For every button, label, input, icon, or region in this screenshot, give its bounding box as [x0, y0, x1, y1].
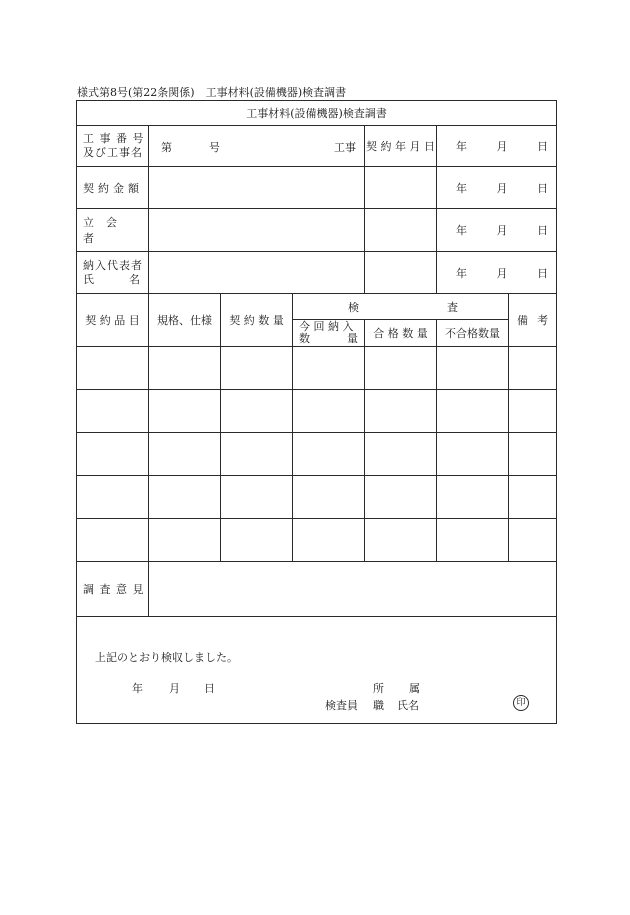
sign-day: 日	[204, 682, 215, 695]
acceptance-statement: 上記のとおり検収しました。	[95, 651, 238, 664]
remarks-header: 備 考	[509, 294, 557, 347]
this-delivery-qty-header: 今 回 納 入 数 量	[293, 320, 365, 347]
pass-qty-cell[interactable]	[365, 433, 437, 476]
item-cell[interactable]	[77, 519, 149, 562]
contract-amount-date[interactable]: 年 月 日	[437, 167, 557, 209]
table-row	[77, 519, 557, 562]
construction-number-field[interactable]	[149, 126, 365, 167]
delivery-rep-extra[interactable]	[365, 252, 437, 294]
opinion-field[interactable]	[149, 562, 557, 617]
pass-qty-cell[interactable]	[365, 390, 437, 433]
fail-qty-cell[interactable]	[437, 347, 509, 390]
pass-qty-cell[interactable]	[365, 476, 437, 519]
position-label: 職	[373, 699, 384, 712]
fail-qty-cell[interactable]	[437, 390, 509, 433]
item-cell[interactable]	[77, 347, 149, 390]
delivery-qty-cell[interactable]	[293, 433, 365, 476]
table-row	[77, 390, 557, 433]
affiliation-b: 属	[409, 682, 420, 695]
witness-label: 立会者	[77, 209, 149, 252]
contract-qty-cell[interactable]	[221, 519, 293, 562]
contract-qty-cell[interactable]	[221, 476, 293, 519]
koji-text: 工事	[334, 141, 356, 154]
go-text: 号	[209, 141, 220, 154]
spec-header: 規格、仕様	[149, 294, 221, 347]
dai-text: 第	[161, 141, 172, 154]
pass-qty-header: 合 格 数 量	[365, 320, 437, 347]
contract-date-label: 契 約 年 月 日	[365, 126, 437, 167]
contract-item-header: 契 約 品 目	[77, 294, 149, 347]
contract-date-field[interactable]: 年 月 日	[437, 126, 557, 167]
remarks-cell[interactable]	[509, 476, 557, 519]
delivery-rep-field[interactable]	[149, 252, 365, 294]
signature-area: 上記のとおり検収しました。 年 月 日 所 属 検査員 職 氏名 印	[77, 617, 557, 724]
delivery-qty-cell[interactable]	[293, 519, 365, 562]
pass-qty-cell[interactable]	[365, 519, 437, 562]
sign-month: 月	[169, 682, 180, 695]
form-caption: 様式第8号(第22条関係) 工事材料(設備機器)検査調書	[77, 86, 347, 99]
delivery-rep-label: 納入代表者 氏 名	[77, 252, 149, 294]
spec-cell[interactable]	[149, 519, 221, 562]
spec-cell[interactable]	[149, 347, 221, 390]
form-title: 工事材料(設備機器)検査調書	[77, 101, 557, 126]
spec-cell[interactable]	[149, 390, 221, 433]
contract-amount-label: 契約金額	[77, 167, 149, 209]
delivery-rep-date[interactable]: 年 月 日	[437, 252, 557, 294]
delivery-qty-cell[interactable]	[293, 476, 365, 519]
contract-qty-header: 契 約 数 量	[221, 294, 293, 347]
affiliation-a: 所	[373, 682, 384, 695]
contract-qty-cell[interactable]	[221, 390, 293, 433]
table-row	[77, 347, 557, 390]
contract-amount-extra[interactable]	[365, 167, 437, 209]
item-cell[interactable]	[77, 433, 149, 476]
inspection-header: 検 査	[293, 294, 509, 320]
remarks-cell[interactable]	[509, 433, 557, 476]
item-cell[interactable]	[77, 476, 149, 519]
table-row	[77, 433, 557, 476]
table-row	[77, 476, 557, 519]
witness-date[interactable]: 年 月 日	[437, 209, 557, 252]
remarks-cell[interactable]	[509, 519, 557, 562]
spec-cell[interactable]	[149, 433, 221, 476]
sign-year: 年	[132, 682, 143, 695]
delivery-qty-cell[interactable]	[293, 390, 365, 433]
delivery-qty-cell[interactable]	[293, 347, 365, 390]
contract-qty-cell[interactable]	[221, 347, 293, 390]
remarks-cell[interactable]	[509, 347, 557, 390]
contract-amount-field[interactable]	[149, 167, 365, 209]
inspector-label: 検査員	[325, 699, 358, 712]
opinion-label: 調 査 意 見	[77, 562, 149, 617]
inspection-form	[76, 100, 557, 724]
fail-qty-cell[interactable]	[437, 476, 509, 519]
spec-cell[interactable]	[149, 476, 221, 519]
pass-qty-cell[interactable]	[365, 347, 437, 390]
fail-qty-cell[interactable]	[437, 519, 509, 562]
item-cell[interactable]	[77, 390, 149, 433]
fail-qty-header: 不合格数量	[437, 320, 509, 347]
name-label: 氏名	[397, 699, 419, 712]
witness-extra[interactable]	[365, 209, 437, 252]
witness-field[interactable]	[149, 209, 365, 252]
remarks-cell[interactable]	[509, 390, 557, 433]
construction-number-label: 工 事 番 号 及び工事名	[77, 126, 149, 167]
fail-qty-cell[interactable]	[437, 433, 509, 476]
contract-qty-cell[interactable]	[221, 433, 293, 476]
